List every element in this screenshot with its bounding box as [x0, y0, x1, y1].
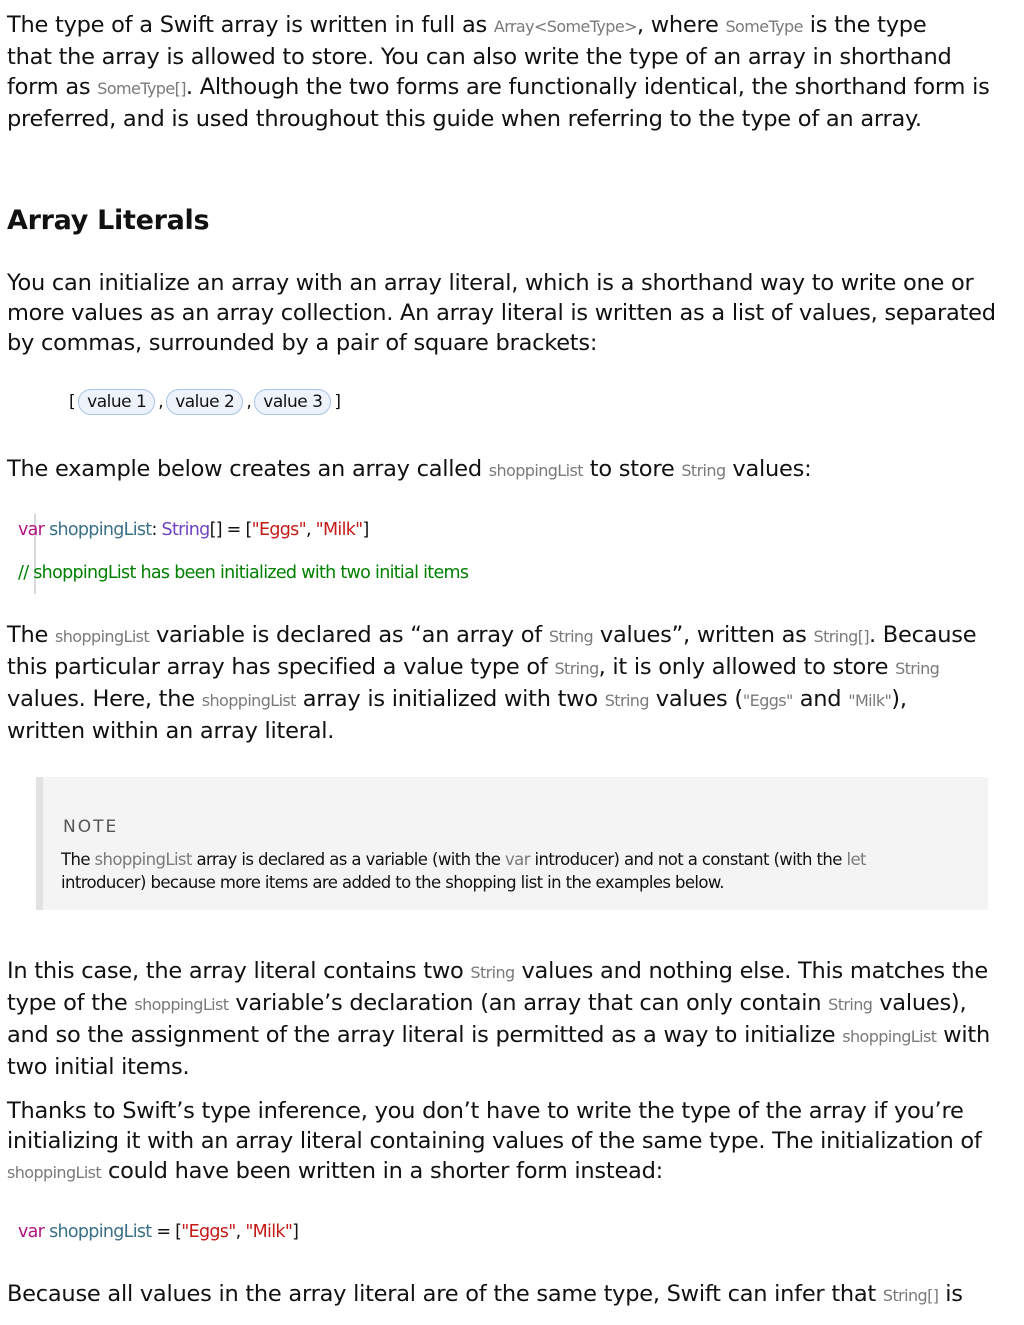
inline-code: String — [554, 659, 599, 678]
inline-code: String — [548, 627, 594, 646]
note-text: The shoppingList array is declared as a variable (with the var introducer) and not a constant (with the let introducer) because more items are added to the shopping list in the examples below. — [61, 850, 866, 892]
inline-code: "Eggs" — [742, 691, 793, 710]
inline-code: shoppingList — [842, 1027, 937, 1046]
inference-result-paragraph: Because all values in the array literal are of the same type, Swift can infer that String[] is — [7, 1281, 963, 1307]
example-intro-paragraph: The example below creates an array called shoppingList to store String values: — [7, 456, 812, 482]
note-label: NOTE — [63, 817, 119, 837]
note-box — [36, 777, 988, 910]
intro-paragraph: The type of a Swift array is written in full as Array<SomeType>, where SomeType is the type that the array is allowed to store. You can also write the type of an array in shorthand form as SomeType[]. Although the two forms are functionally identical, the shorthand form is preferred, and is used throughout this guide when referring to the type of an array. — [7, 12, 990, 132]
inline-code: String — [681, 461, 726, 480]
inline-code: SomeType[] — [97, 79, 186, 98]
inline-code: shoppingList — [134, 995, 229, 1014]
inline-code: shoppingList — [55, 627, 150, 646]
value-placeholder: value 2 — [166, 389, 243, 415]
type-inference-paragraph: Thanks to Swift’s type inference, you don’t have to write the type of the array if you’re initializing it with an array literal containing values of the same type. The initialization of shoppingList could have been written in a shorter form instead: — [7, 1098, 982, 1184]
type-match-paragraph: In this case, the array literal contains two String values and nothing else. This matches the type of the shoppingList variable’s declaration (an array that can only contain String values), and so the assignment of the array literal is permitted as a way to initialize shoppingList with two initial items. — [7, 958, 991, 1080]
code-comment: // shoppingList has been initialized with two initial items — [18, 563, 469, 583]
inline-code: shoppingList — [7, 1163, 102, 1182]
inline-code: String — [470, 963, 515, 982]
inline-code: Array<SomeType> — [493, 17, 637, 36]
value-placeholder: value 1 — [78, 389, 155, 415]
inline-code: String[] — [882, 1286, 939, 1305]
inline-code: "Milk" — [848, 691, 892, 710]
inline-code: shoppingList — [94, 850, 192, 869]
inline-code: String — [895, 659, 940, 678]
inline-code: let — [846, 850, 866, 869]
section-heading: Array Literals — [7, 205, 210, 236]
inline-code: SomeType — [725, 17, 803, 36]
code-line: var shoppingList: String[] = ["Eggs", "Milk"] — [18, 520, 369, 540]
inline-code: String[] — [813, 627, 869, 646]
array-literal-paragraph: You can initialize an array with an array literal, which is a shorthand way to write one or more values as an array collection. An array literal is written as a list of values, separated by commas, surrounded by a pair of square brackets: — [7, 270, 996, 356]
inline-code: var — [505, 850, 530, 869]
array-literal-syntax: [ value 1 , value 2 , value 3 ] — [69, 389, 341, 415]
value-placeholder: value 3 — [254, 389, 331, 415]
inline-code: String — [828, 995, 873, 1014]
code-line: var shoppingList = ["Eggs", "Milk"] — [18, 1222, 299, 1242]
declaration-paragraph: The shoppingList variable is declared as “an array of String values”, written as String[]. Because this particular array has specified a value type of String, it is only allowed to store String values. Here, the shoppingList array is initialized with two String values ("Eggs" and "Milk"), written within an array literal. — [7, 622, 977, 744]
inline-code: shoppingList — [488, 461, 583, 480]
inline-code: shoppingList — [201, 691, 296, 710]
inline-code: String — [604, 691, 649, 710]
